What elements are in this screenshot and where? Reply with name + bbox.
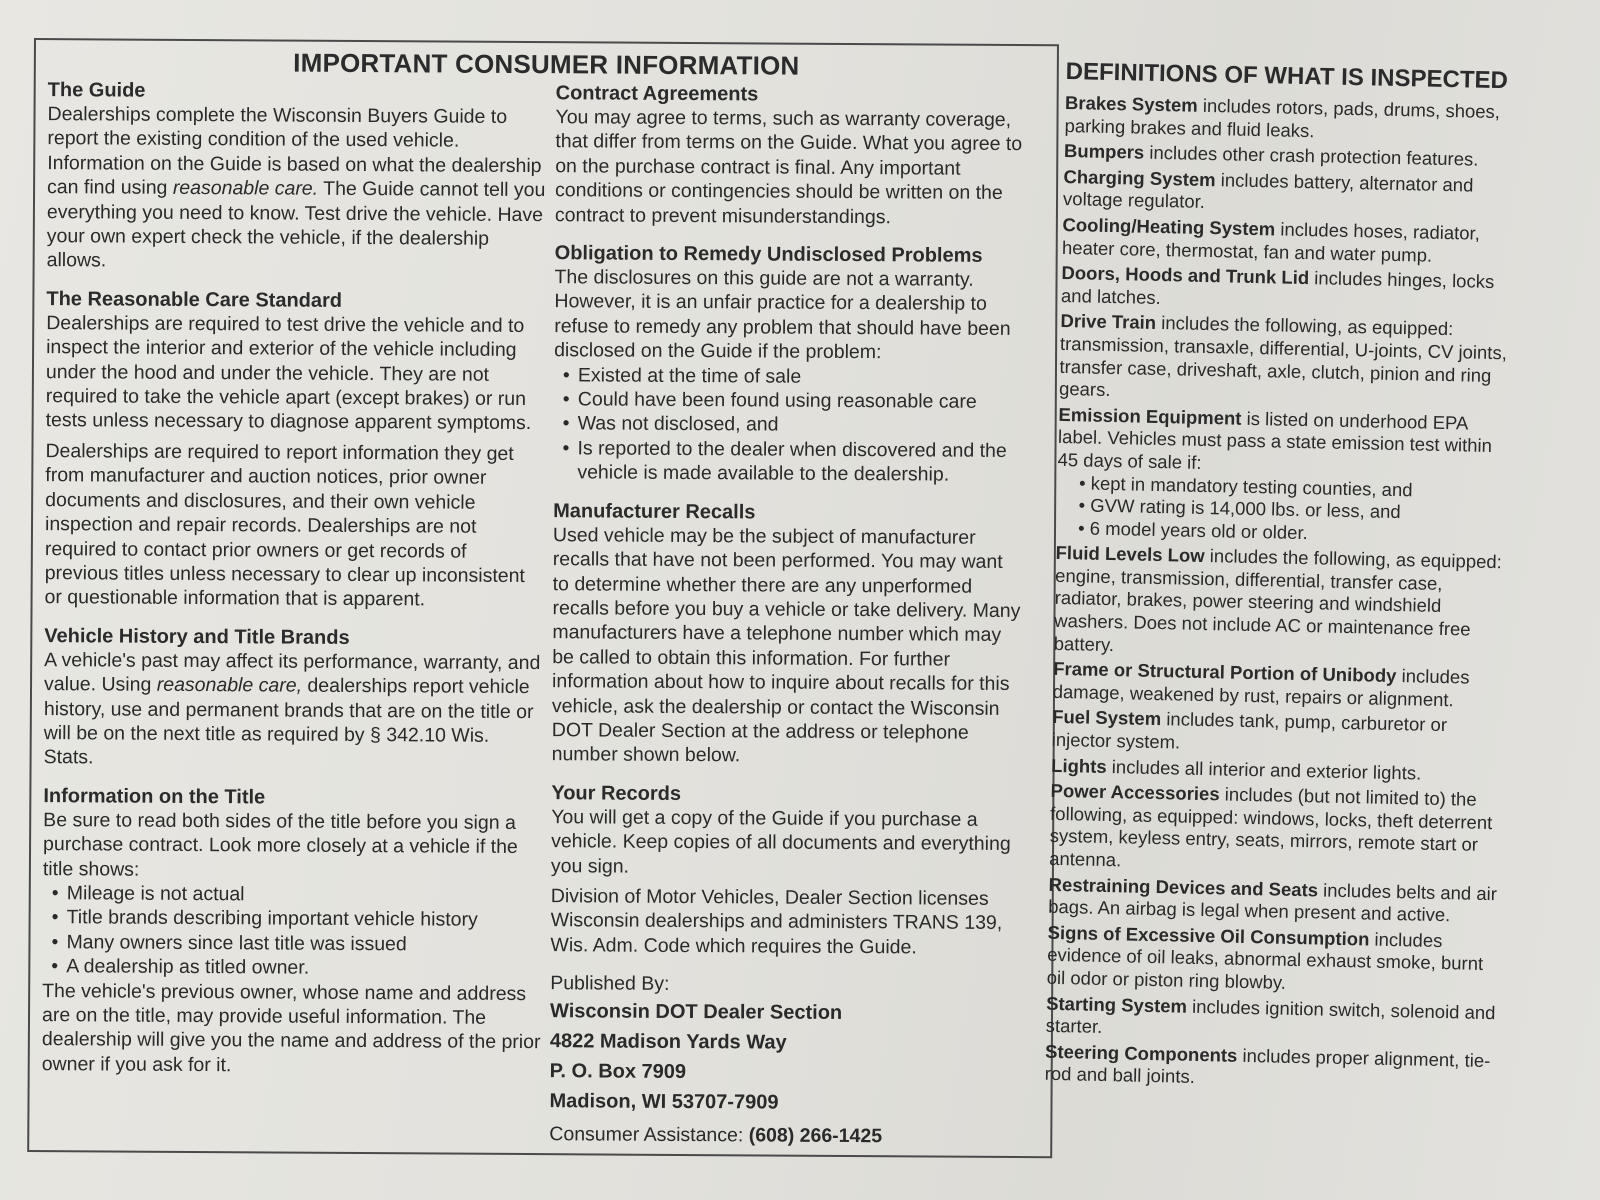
section-text: Division of Motor Vehicles, Dealer Section licenses Wisconsin dealerships and administers TRANS 139, Wis. Adm. Code which requires the Guide. xyxy=(550,885,1003,959)
section-vehicle-history xyxy=(44,624,545,773)
middle-column xyxy=(549,81,1025,1149)
list-item: • A dealership as titled owner. xyxy=(42,954,542,981)
definition-item xyxy=(1063,166,1519,221)
section-heading: Contract Agreements xyxy=(555,82,759,106)
list-item: • Existed at the time of sale xyxy=(554,363,1024,390)
list-item: • Title brands describing important vehicle history xyxy=(43,905,543,932)
definition-term: Frame or Structural Portion of Unibody xyxy=(1052,658,1397,687)
definition-term: Cooling/Heating System xyxy=(1062,213,1276,240)
section-heading: Vehicle History and Title Brands xyxy=(44,624,350,649)
list-item: • Is reported to the dealer when discovered and the vehicle is made available to the dealership. xyxy=(553,436,1023,488)
definition-text: includes ignition switch, solenoid and starter. xyxy=(1045,995,1496,1038)
definition-term: Doors, Hoods and Trunk Lid xyxy=(1061,262,1310,289)
definition-bullet: • GVW rating is 14,000 lbs. or less, and xyxy=(1078,494,1401,523)
address-line: Madison, WI 53707-7909 xyxy=(549,1089,779,1114)
section-text: The disclosures on this guide are not a warranty. However, it is an unfair practice for a dealership to refuse to remedy any problem that should have been disclosed on the Guide if the problem: xyxy=(554,266,1011,364)
definition-text: includes hinges, locks and latches. xyxy=(1060,267,1495,308)
definition-text: is listed on underhood EPA label. Vehicles must pass a state emission test within 45 days of sale if: xyxy=(1057,407,1493,473)
definition-term: Steering Components xyxy=(1044,1040,1238,1066)
definition-item xyxy=(1061,262,1517,317)
definition-text: includes hoses, radiator, heater core, thermostat, fan and water pump. xyxy=(1061,218,1481,266)
definition-term: Bumpers xyxy=(1063,140,1145,163)
section-records xyxy=(550,781,1021,960)
definition-text: includes proper alignment, tie-rod and ball joints. xyxy=(1044,1044,1491,1088)
definition-term: Fuel System xyxy=(1051,706,1162,730)
section-title-info xyxy=(42,784,544,1080)
definition-bullet: • 6 model years old or older. xyxy=(1077,517,1308,543)
definition-text: includes battery, alternator and voltage regulator. xyxy=(1062,168,1474,213)
definition-term: Signs of Excessive Oil Consumption xyxy=(1047,921,1370,950)
definition-item xyxy=(1049,780,1506,880)
section-text: You will get a copy of the Guide if you purchase a vehicle. Keep copies of all documents and everything you sign. xyxy=(550,805,1011,878)
section-heading: Information on the Title xyxy=(43,784,266,809)
definition-item xyxy=(1051,706,1507,761)
address-block xyxy=(549,996,1020,1119)
section-the-guide xyxy=(47,78,548,276)
definition-text: includes belts and air bags. An airbag is legal when present and active. xyxy=(1048,879,1498,926)
address-line: Wisconsin DOT Dealer Section xyxy=(550,999,843,1024)
definition-term: Charging System xyxy=(1063,165,1216,190)
definition-term: Emission Equipment xyxy=(1058,403,1242,429)
section-recalls xyxy=(552,499,1024,770)
address-line: 4822 Madison Yards Way xyxy=(549,1029,787,1054)
section-obligation xyxy=(553,241,1024,488)
phone-number: (608) 266-1425 xyxy=(748,1123,883,1147)
bullet-list xyxy=(42,881,543,982)
definition-text: includes rotors, pads, drums, shoes, parking brakes and fluid leaks. xyxy=(1064,94,1501,141)
definition-text: includes evidence of oil leaks, abnormal exhaust smoke, burnt oil odor or piston ring blowby. xyxy=(1046,928,1484,993)
list-item: • Was not disclosed, and xyxy=(554,412,1024,439)
definition-item xyxy=(1048,873,1504,928)
definition-term: Restraining Devices and Seats xyxy=(1048,873,1319,901)
address-line: P. O. Box 7909 xyxy=(549,1059,687,1083)
left-column xyxy=(42,78,548,1079)
definition-term: Drive Train xyxy=(1060,310,1157,334)
section-text: Be sure to read both sides of the title before you sign a purchase contract. Look more closely at a vehicle if the title shows: xyxy=(42,808,518,881)
section-text: Used vehicle may be the subject of manufacturer recalls that have not been performed. You may want to determine whether there are any unperformed recalls before you buy a vehicle or take delivery. Many manufacturers have a telephone number which may be called to obtain this information. For further information about how to inquire about recalls for this vehicle, ask the dealership or contact the Wisconsin DOT Dealer Section at the address or telephone number shown below. xyxy=(551,523,1021,767)
definition-item xyxy=(1046,922,1502,999)
definition-text: includes the following, as equipped: transmission, transaxle, differential, U-joints, CV joints, transfer case, driveshaft, axle, clutch, pinion and ring gears. xyxy=(1058,312,1508,401)
list-item: • Mileage is not actual xyxy=(43,881,543,908)
bullet-list xyxy=(553,363,1024,488)
definition-item xyxy=(1044,1041,1500,1096)
section-text: Dealerships are required to report information they get from manufacturer and auction notices, prior owner documents and disclosures, and their own vehicle inspection and repair records. Dealerships are not required to contact prior owners or get records of previous titles unless necessary to clear up inconsistent or questionable information that is apparent. xyxy=(44,439,525,611)
section-contract xyxy=(555,81,1026,230)
section-heading: The Reasonable Care Standard xyxy=(46,287,343,312)
section-text: The vehicle's previous owner, whose name and address are on the title, may provide useful information. The dealership will give you the name and address of the prior owner if you ask for it. xyxy=(41,979,541,1077)
consumer-assistance: Consumer Assistance: (608) 266-1425 xyxy=(549,1122,883,1147)
definition-term: Power Accessories xyxy=(1050,780,1220,805)
section-reasonable-care xyxy=(45,287,547,613)
consumer-info-box xyxy=(27,38,1059,1158)
definition-item xyxy=(1059,310,1516,410)
definition-item xyxy=(1062,214,1518,269)
definition-item xyxy=(1052,658,1508,713)
definition-item xyxy=(1064,92,1520,147)
definition-item xyxy=(1045,992,1501,1047)
definitions-title: DEFINITIONS OF WHAT IS INSPECTED xyxy=(1065,58,1509,95)
definition-item xyxy=(1056,404,1514,549)
list-item: • Could have been found using reasonable care xyxy=(554,387,1024,414)
definition-term: Starting System xyxy=(1045,992,1188,1017)
definition-text: includes the following, as equipped: engine, transmission, differential, transfer case, radiator, brakes, power steering and windshield washers. Does not include AC or maintenance free battery. xyxy=(1053,545,1503,655)
section-heading: Manufacturer Recalls xyxy=(553,499,756,524)
definition-term: Fluid Levels Low xyxy=(1055,542,1205,567)
definition-term: Brakes System xyxy=(1064,91,1198,116)
definitions-list xyxy=(1044,92,1520,1095)
definition-term: Lights xyxy=(1050,754,1107,777)
section-text: You may agree to terms, such as warranty coverage, that differ from terms on the Guide. What you agree to on the purchase contract is final. Any important conditions or contingencies should be written on the contract to prevent misunderstandings. xyxy=(554,106,1023,228)
definition-bullet: • kept in mandatory testing counties, and xyxy=(1078,471,1413,500)
section-text: Dealerships complete the Wisconsin Buyers Guide to report the existing condition of the used vehicle. Information on the Guide is based on what the dealership can find using reasonable care. The Guide cannot tell you everything you need to know. Test drive the vehicle. Have your own expert check the vehicle, if the dealership allows. xyxy=(46,103,546,272)
definition-text: includes other crash protection features. xyxy=(1144,141,1479,170)
definitions-column xyxy=(1044,58,1520,1098)
published-by-label: Published By: xyxy=(550,972,670,996)
definition-text: includes tank, pump, carburetor or injector system. xyxy=(1051,708,1448,753)
definition-text: includes (but not limited to) the following, as equipped: windows, locks, theft deterrent system, keyless entry, seats, mirrors, remote start or antenna. xyxy=(1049,783,1493,871)
section-text: Dealerships are required to test drive the vehicle and to inspect the interior and exterior of the vehicle including under the hood and under the vehicle. They are not required to take the vehicle apart (except brakes) or run tests unless necessary to diagnose apparent symptoms. xyxy=(45,311,532,435)
section-text: A vehicle's past may affect its performance, warranty, and value. Using reasonable care, dealerships report vehicle history, use and permanent brands that are on the title or will be on the next title as required by § 342.10 Wis. Stats. xyxy=(43,648,541,769)
main-title: IMPORTANT CONSUMER INFORMATION xyxy=(293,47,800,81)
section-heading: Obligation to Remedy Undisclosed Problems xyxy=(554,242,983,267)
definition-text: includes damage, weakened by rust, repairs or alignment. xyxy=(1052,665,1470,711)
section-heading: The Guide xyxy=(47,79,146,102)
list-item: • Many owners since last title was issued xyxy=(42,930,542,957)
definition-text: includes all interior and exterior lights. xyxy=(1106,755,1422,784)
definition-item xyxy=(1053,542,1510,664)
section-heading: Your Records xyxy=(551,781,682,805)
